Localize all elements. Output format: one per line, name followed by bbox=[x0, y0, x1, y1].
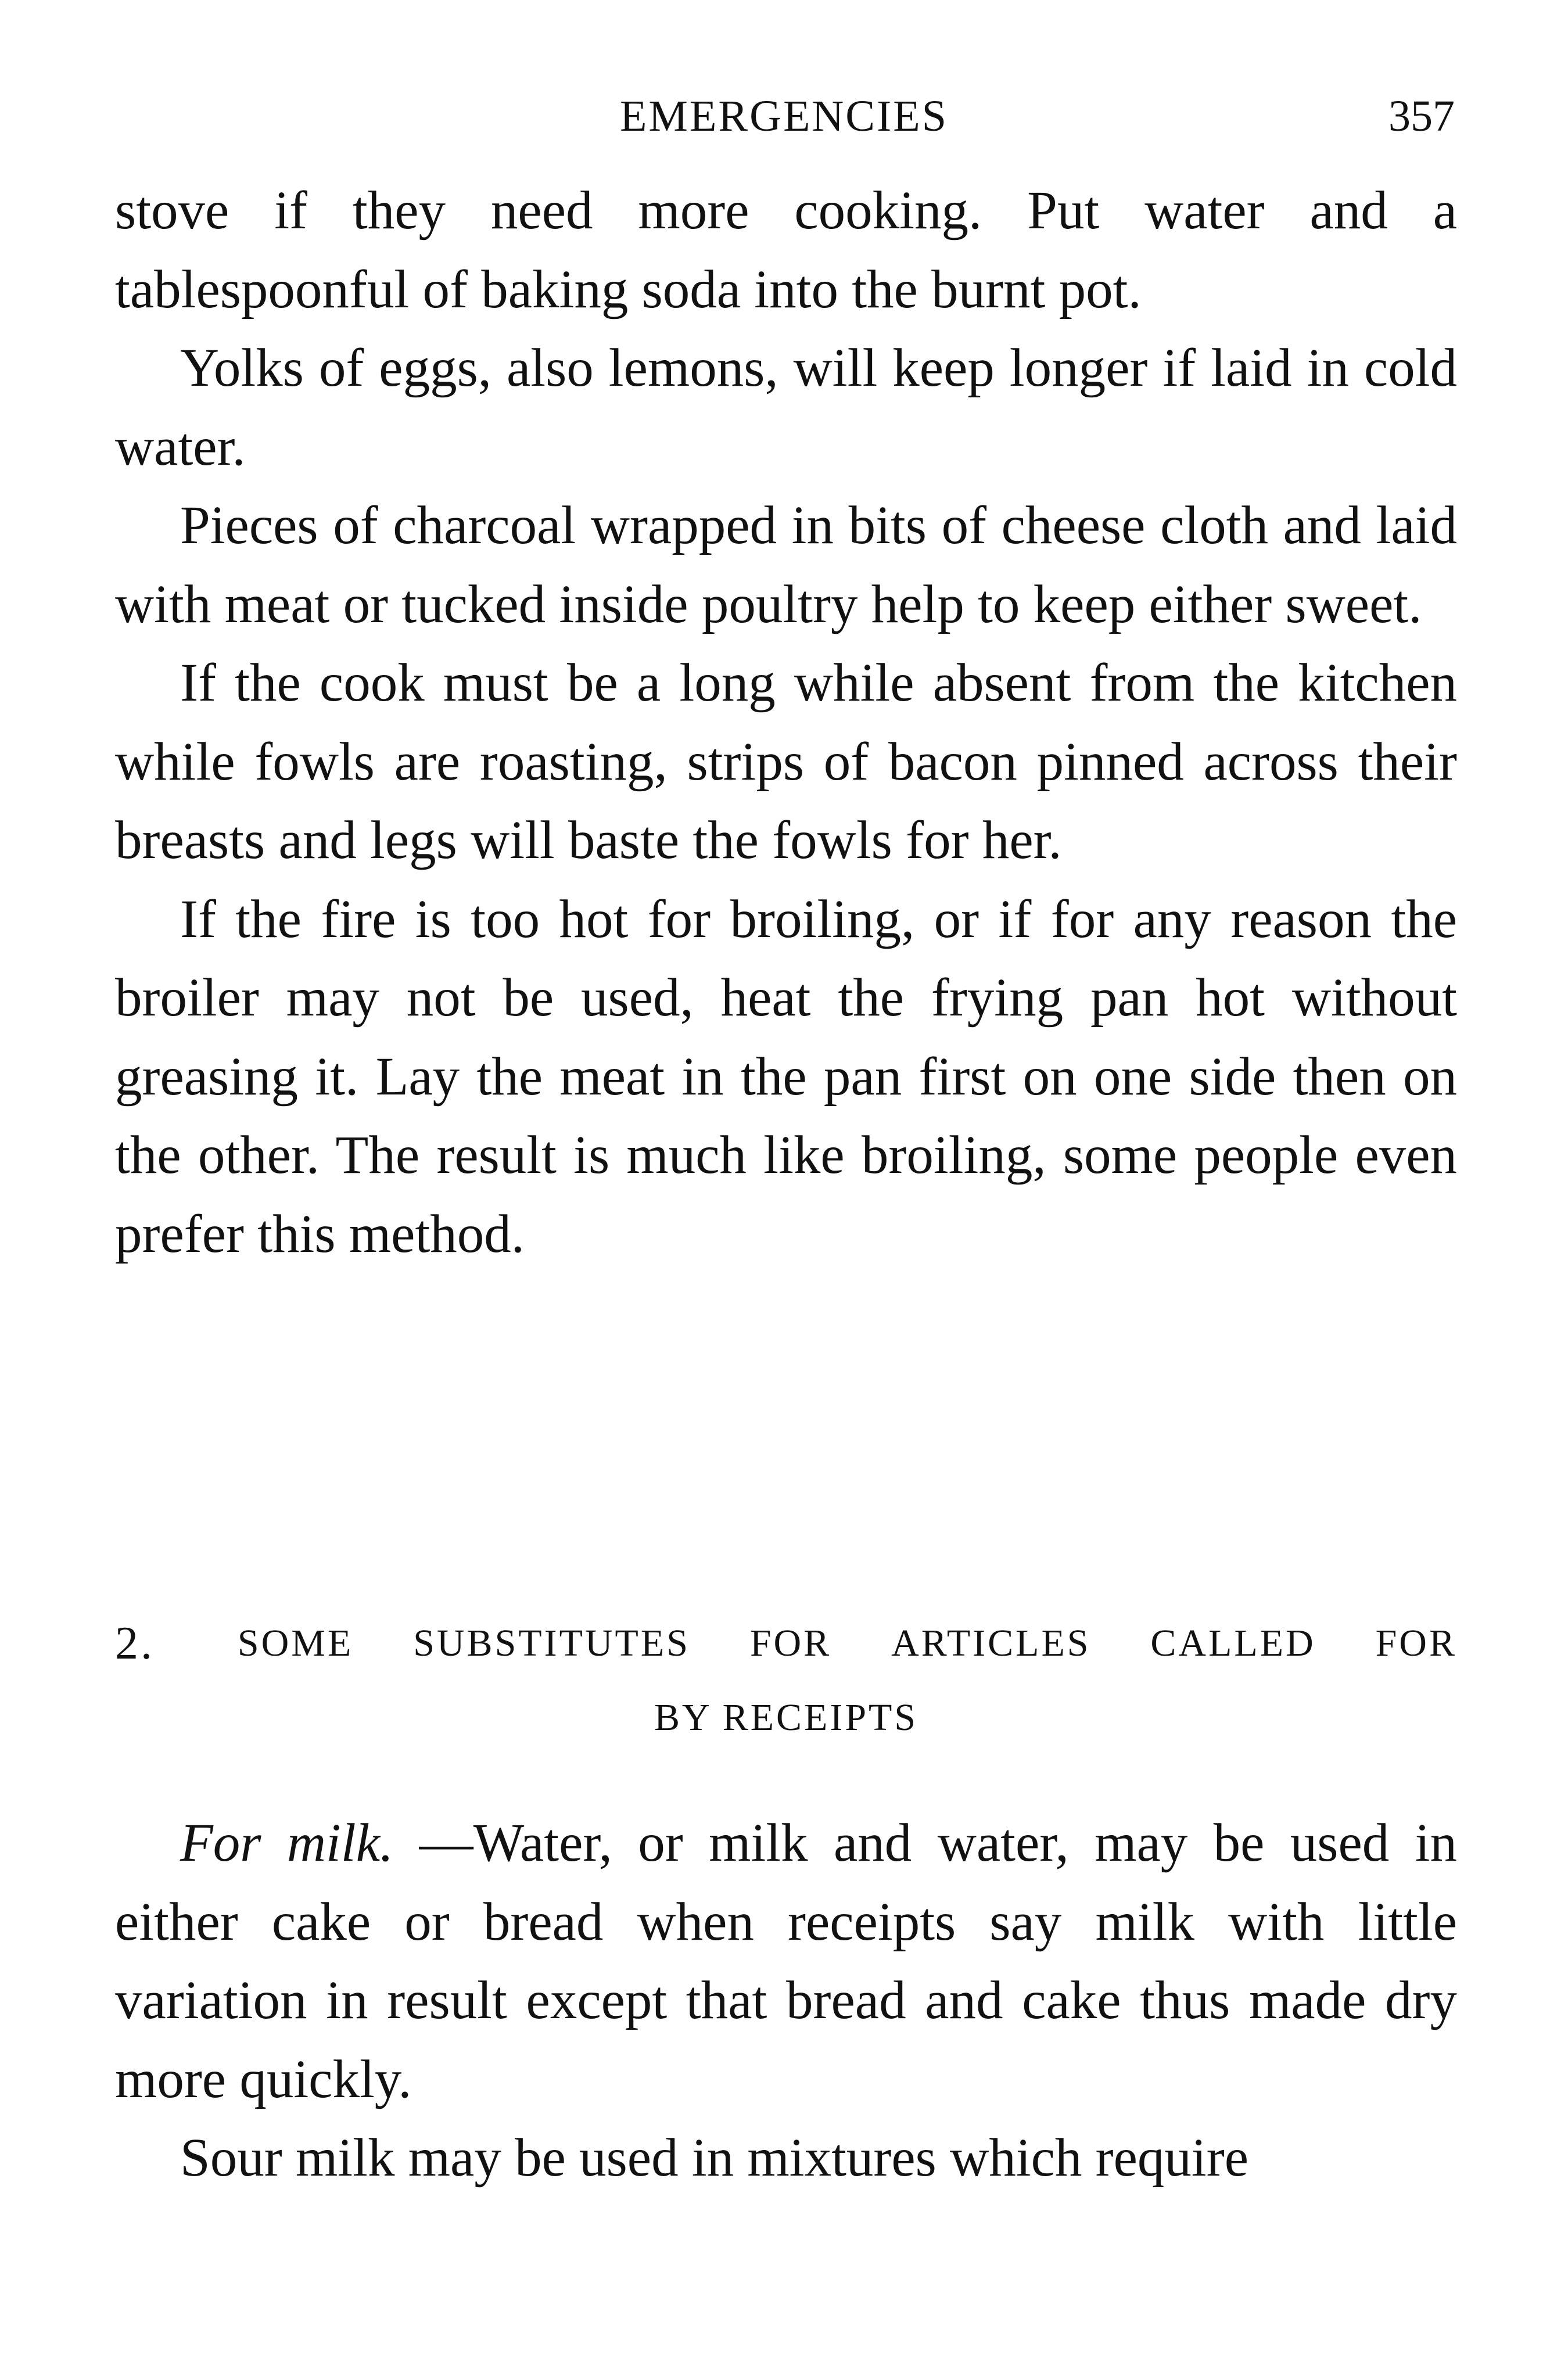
paragraph-yolks: Yolks of eggs, also lemons, will keep longer if laid in cold water. bbox=[115, 338, 1457, 477]
page-number: 357 bbox=[1388, 92, 1455, 141]
run-in-dash: — bbox=[393, 1813, 473, 1873]
section-heading-word: CALLED bbox=[1150, 1622, 1316, 1664]
section-number: 2. bbox=[115, 1618, 155, 1669]
section-heading-line-2: BY RECEIPTS bbox=[654, 1696, 918, 1739]
paragraph-fowls: If the cook must be a long while absent from the kitchen while fowls are roasting, strips of bacon pinned across their breasts and legs will baste the fowls for her. bbox=[115, 653, 1457, 870]
section-heading-word: FOR bbox=[749, 1622, 832, 1664]
section-heading-line-1 bbox=[115, 1606, 1457, 1681]
section-heading-word: ARTICLES bbox=[891, 1622, 1091, 1664]
text-block-substitutes bbox=[115, 1804, 1457, 2198]
section-heading-word: SOME bbox=[237, 1622, 354, 1664]
section-heading-word: SUBSTITUTES bbox=[413, 1622, 690, 1664]
running-title: EMERGENCIES bbox=[620, 92, 948, 141]
paragraph-sour-milk: Sour milk may be used in mixtures which require bbox=[180, 2128, 1248, 2188]
text-block-emergencies bbox=[115, 171, 1457, 1273]
run-in-heading: For milk. bbox=[180, 1813, 394, 1873]
paragraph-burnt-pot: stove if they need more cooking. Put water and a tablespoonful of baking soda into the burnt pot. bbox=[115, 181, 1457, 320]
paragraph-for-milk-text: Water, or milk and water, may be used in either cake or bread when receipts say milk with little variation in result except that bread and cake thus made dry more quickly. bbox=[115, 1813, 1457, 2109]
section-heading bbox=[115, 1606, 1457, 1755]
paragraph-for-milk bbox=[115, 1804, 1457, 2119]
section-heading-word: FOR bbox=[1375, 1622, 1457, 1664]
paragraph-charcoal: Pieces of charcoal wrapped in bits of cheese cloth and laid with meat or tucked inside poultry help to keep either sweet. bbox=[115, 496, 1457, 634]
paragraph-broiling: If the fire is too hot for broiling, or if for any reason the broiler may not be used, heat the frying pan hot without greasing it. Lay the meat in the pan first on one side then on the other. The result is much like broiling, some people even prefer this method. bbox=[115, 889, 1457, 1264]
running-head bbox=[0, 84, 1568, 148]
